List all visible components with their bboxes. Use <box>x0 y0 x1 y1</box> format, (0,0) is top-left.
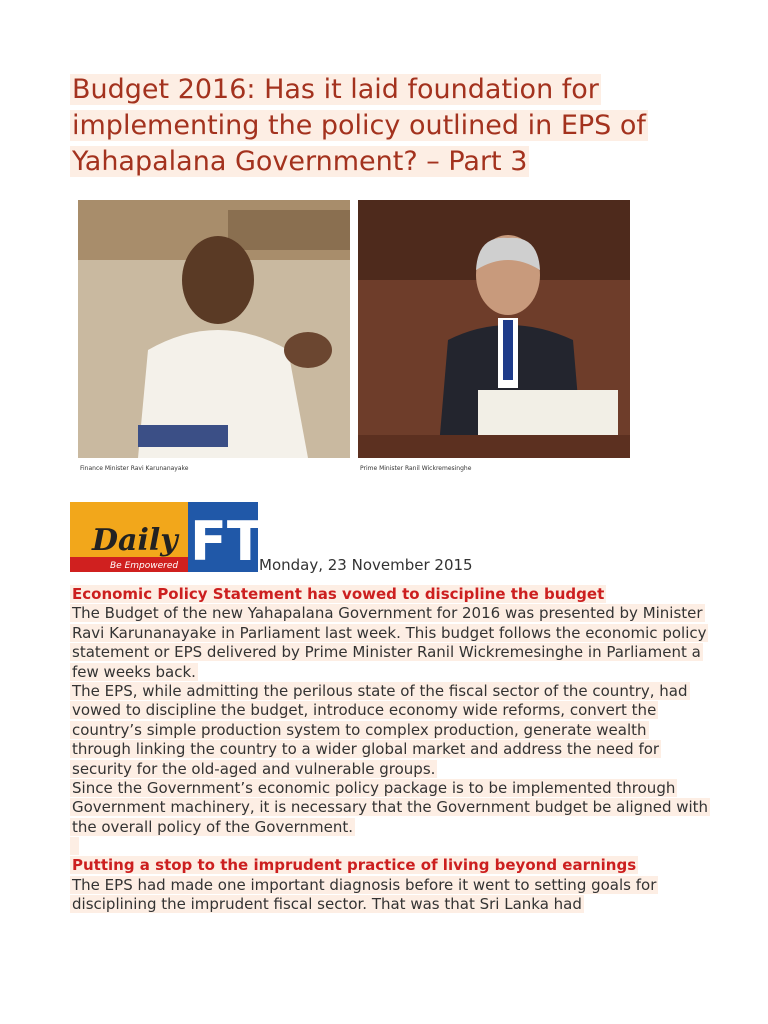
section-heading: Economic Policy Statement has vowed to discipline the budget <box>72 585 605 603</box>
article-title-text: Budget 2016: Has it laid foundation for implementing the policy outlined in EPS of Yahapalana Government? – Part 3 <box>72 74 646 177</box>
logo-tagline: Be Empowered <box>110 561 179 571</box>
paragraph: Since the Government’s economic policy package is to be implemented through Government machinery, it is necessary that the Government budget be aligned with the overall policy of the Government. <box>72 779 709 836</box>
photo-caption-left: Finance Minister Ravi Karunanayake <box>78 458 350 480</box>
article-body <box>70 585 710 915</box>
paragraph: The EPS, while admitting the perilous state of the fiscal sector of the country, had vowed to discipline the budget, introduce economy wide reforms, convert the country’s simple production system to complex production, generate wealth through linking the country to a wider global market and address the need for security for the old-aged and vulnerable groups. <box>72 682 688 778</box>
paragraph: The Budget of the new Yahapalana Government for 2016 was presented by Minister Ravi Karunanayake in Parliament last week. This budget follows the economic policy statement or EPS delivered by Prime Minister Ranil Wickremesinghe in Parliament a few weeks back. <box>72 604 707 681</box>
photo-caption-right: Prime Minister Ranil Wickremesinghe <box>358 458 630 480</box>
photo-finance-minister <box>78 200 350 480</box>
daily-ft-logo <box>70 502 258 572</box>
section-heading: Putting a stop to the imprudent practice of living beyond earnings <box>72 856 637 875</box>
logo-letters: FT <box>190 510 258 572</box>
finance-minister-image <box>78 200 350 458</box>
paragraph: The EPS had made one important diagnosis before it went to setting goals for disciplining the imprudent fiscal sector. That was that Sri Lanka had <box>72 875 657 914</box>
article-title <box>70 72 710 180</box>
prime-minister-image <box>358 200 630 458</box>
logo-word: Daily <box>92 523 178 558</box>
publish-date: Monday, 23 November 2015 <box>259 556 473 574</box>
paragraph-spacer <box>70 837 710 856</box>
photo-prime-minister <box>358 200 630 480</box>
